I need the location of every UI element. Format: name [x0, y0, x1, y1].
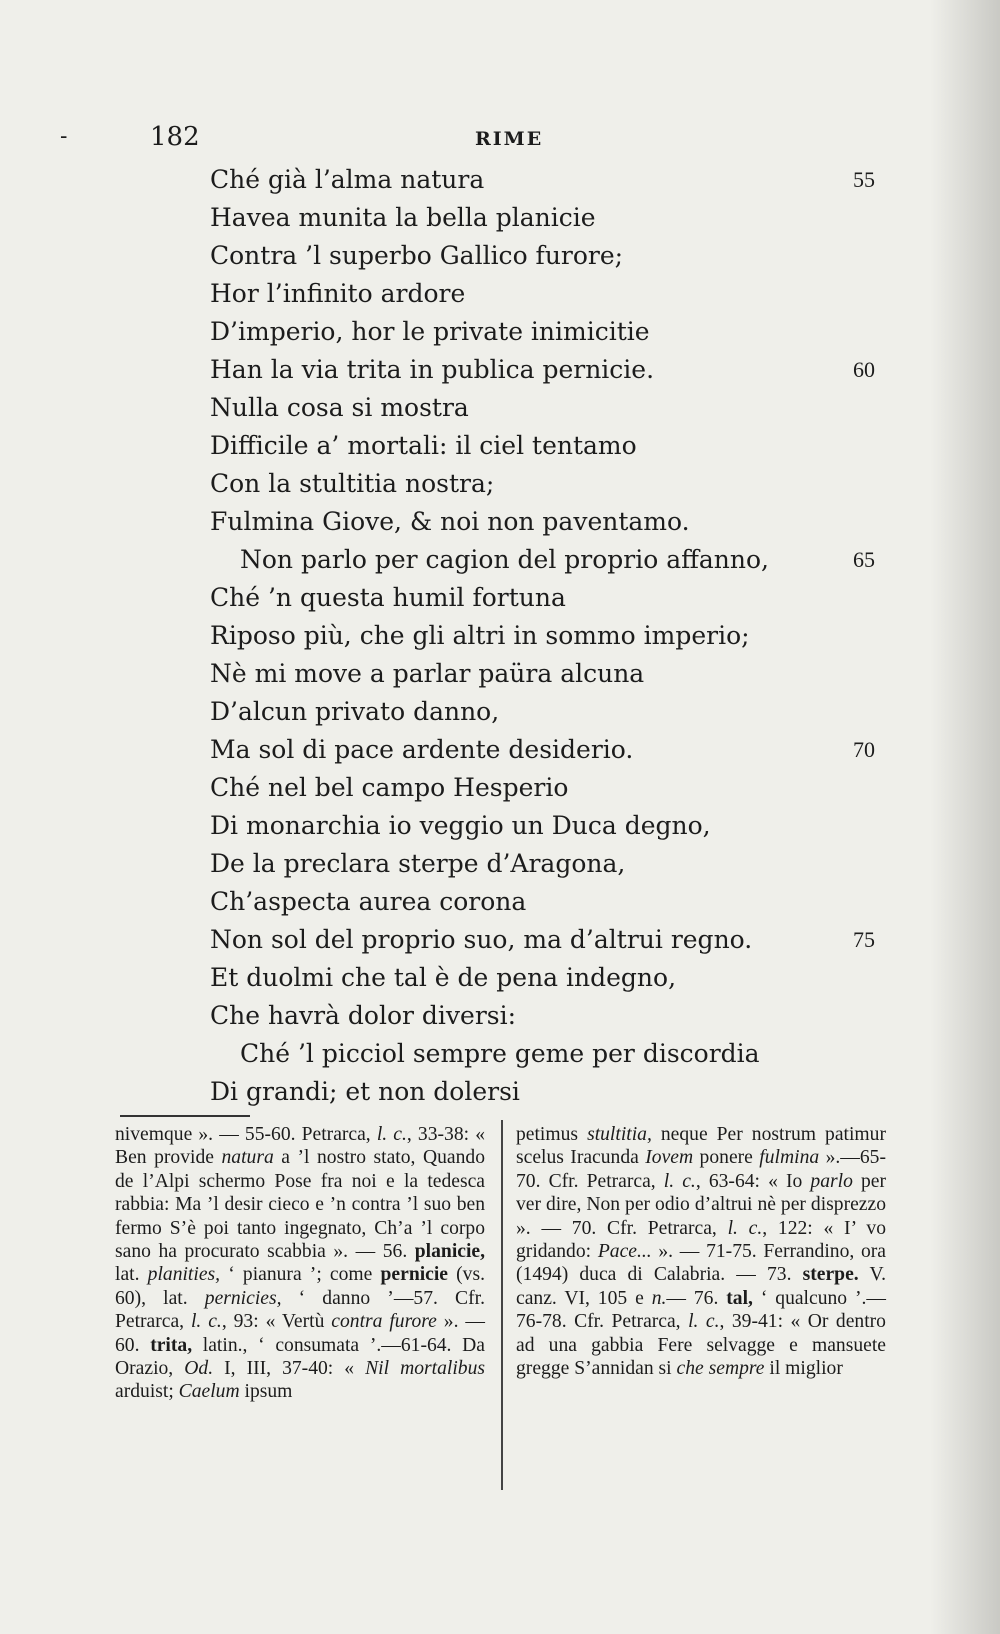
verse-line: Difficile a’ mortali: il ciel tentamo: [210, 431, 637, 460]
note-italic-run: che sempre: [676, 1358, 765, 1380]
note-italic-run: pernicies,: [204, 1287, 282, 1309]
note-text-run: ». — 71-75. Ferrandino, ora (1494) duca di Calabria. — 73.: [516, 1241, 887, 1286]
note-text-run: ‘ qualcuno ’.— 76-78. Cfr. Petrarca,: [516, 1287, 887, 1333]
note-lemma: trita,: [150, 1334, 193, 1356]
footnote-rule: [120, 1115, 250, 1117]
note-text-run: ipsum: [239, 1381, 293, 1403]
verse-line: Di monarchia io veggio un Duca degno,: [210, 811, 711, 840]
note-lemma: tal,: [726, 1287, 753, 1309]
line-number: 75: [853, 927, 875, 952]
note-italic-run: c.: [393, 1124, 407, 1145]
line-number: 60: [853, 357, 875, 382]
note-italic-run: Nil mortalibus: [365, 1358, 486, 1380]
note-italic-run: natura: [221, 1147, 274, 1169]
verse-line: Non parlo per cagion del proprio affanno,: [240, 545, 769, 574]
note-text-run: latin., ‘ consumata ’.—61-64. Da Orazio,: [115, 1334, 486, 1380]
verse-line: Hor l’infinito ardore: [210, 279, 466, 308]
page-header: [150, 122, 890, 156]
note-text-run: I, III, 37-40: «: [213, 1358, 366, 1380]
note-lemma: planicie,: [414, 1241, 485, 1263]
note-italic-run: Iovem: [645, 1147, 694, 1169]
note-italic-run: l.: [376, 1124, 388, 1145]
verse-line: Ma sol di pace ardente desiderio.: [210, 735, 634, 764]
verse-line: Con la stultitia nostra;: [210, 469, 495, 498]
note-italic-run: contra furore: [331, 1311, 437, 1333]
verse-line: D’imperio, hor le private inimicitie: [210, 317, 650, 346]
note-text-run: nivemque ». — 55-60. Petrarca,: [115, 1124, 377, 1145]
margin-dash: -: [60, 124, 68, 149]
note-text-run: per ver dire, Non per odio d’altrui nè per disprezzo ». — 70. Cfr. Petrarca,: [516, 1170, 886, 1239]
line-number: 55: [853, 167, 875, 192]
footnotes-right-column: [516, 1123, 886, 1380]
verse-line: Nulla cosa si mostra: [210, 393, 469, 422]
note-italic-run: parlo: [810, 1170, 853, 1192]
note-lemma: sterpe.: [802, 1264, 859, 1286]
verse-line: Han la via trita in publica pernicie.: [210, 355, 655, 384]
note-italic-run: Caelum: [178, 1381, 240, 1403]
verse-line: D’alcun privato danno,: [210, 697, 500, 726]
line-number: 70: [853, 737, 875, 762]
note-text-run: arduist;: [115, 1381, 179, 1403]
verse-line: Ché ’n questa humil fortuna: [210, 583, 566, 612]
verse-line: Ché ’l picciol sempre geme per discordia: [240, 1039, 760, 1068]
note-text-run: a ’l nostro stato, Quando de l’Alpi schermo Pose fra noi e la tedesca rabbia: Ma ’l desir cieco e ’n contra ’l suo ben fermo S’è poi tanto ingegnato, Ch’a ’l corpo sano ha procurato scabbia ». — 56.: [115, 1147, 485, 1263]
verse-line: Ch’aspecta aurea corona: [210, 887, 527, 916]
verse-line: De la preclara sterpe d’Aragona,: [210, 849, 626, 878]
note-text-run: petimus: [516, 1124, 588, 1145]
note-text-run: il miglior: [764, 1358, 843, 1380]
note-text-run: , 39-41: « Or dentro ad una gabbia Fere selvagge e mansuete gregge S’annidan si: [516, 1311, 886, 1380]
verse-line: Havea munita la bella planicie: [210, 203, 596, 232]
note-text-run: lat.: [115, 1264, 148, 1286]
note-text-run: neque Per nostrum patimur scelus Iracunda: [516, 1124, 886, 1169]
note-lemma: pernicie: [380, 1264, 448, 1286]
note-italic-run: Od.: [184, 1358, 214, 1380]
page-edge-shadow: [930, 0, 1000, 1634]
note-italic-run: n.: [651, 1287, 667, 1309]
verse-line: Riposo più, che gli altri in sommo imperio;: [210, 621, 750, 650]
note-italic-run: l. c.: [727, 1217, 763, 1239]
note-text-run: , 93: « Vertù: [221, 1311, 332, 1333]
note-text-run: ‘ pianura ’; come: [220, 1264, 381, 1286]
note-italic-run: l. c.: [688, 1311, 720, 1333]
note-italic-run: planities,: [147, 1264, 221, 1286]
note-italic-run: l. c.: [663, 1170, 696, 1192]
note-italic-run: l. c.: [190, 1311, 222, 1333]
note-text-run: ponere: [693, 1147, 760, 1169]
note-text-run: V. canz. VI, 105 e: [516, 1264, 886, 1309]
verse-line: Ché già l’alma natura: [210, 165, 485, 194]
verse-line: Ché nel bel campo Hesperio: [210, 773, 569, 802]
verse-line: Di grandi; et non dolersi: [210, 1077, 520, 1106]
note-text-run: ». — 60.: [115, 1311, 485, 1356]
note-text-run: , 63-64: « Io: [695, 1170, 811, 1192]
note-text-run: , 33-38: « Ben provide: [115, 1124, 485, 1169]
verse-line: Et duolmi che tal è de pena indegno,: [210, 963, 677, 992]
note-text-run: — 76.: [666, 1287, 727, 1309]
verse-line: Contra ’l superbo Gallico furore;: [210, 241, 624, 270]
verse-line: Fulmina Giove, & noi non paventamo.: [210, 507, 690, 536]
note-text-run: (vs. 60), lat.: [115, 1264, 486, 1309]
note-text-run: , 122: « I’ vo gridando:: [516, 1217, 886, 1263]
verse-line: Che havrà dolor diversi:: [210, 1001, 517, 1030]
page-number: 182: [150, 122, 200, 152]
running-title: RIME: [475, 128, 544, 150]
note-text-run: ‘ danno ’—57. Cfr. Petrarca,: [115, 1287, 485, 1333]
verse-line: Non sol del proprio suo, ma d’altrui regno.: [210, 925, 753, 954]
verse-line: Nè mi move a parlar paüra alcuna: [210, 659, 645, 688]
column-divider: [501, 1120, 503, 1490]
line-number: 65: [853, 547, 875, 572]
note-italic-run: fulmina: [759, 1147, 820, 1169]
footnotes-left-column: [115, 1123, 485, 1404]
note-italic-run: Pace...: [597, 1241, 652, 1263]
note-italic-run: stultitia,: [587, 1124, 652, 1145]
note-text-run: ».—65-70. Cfr. Petrarca,: [516, 1147, 886, 1192]
